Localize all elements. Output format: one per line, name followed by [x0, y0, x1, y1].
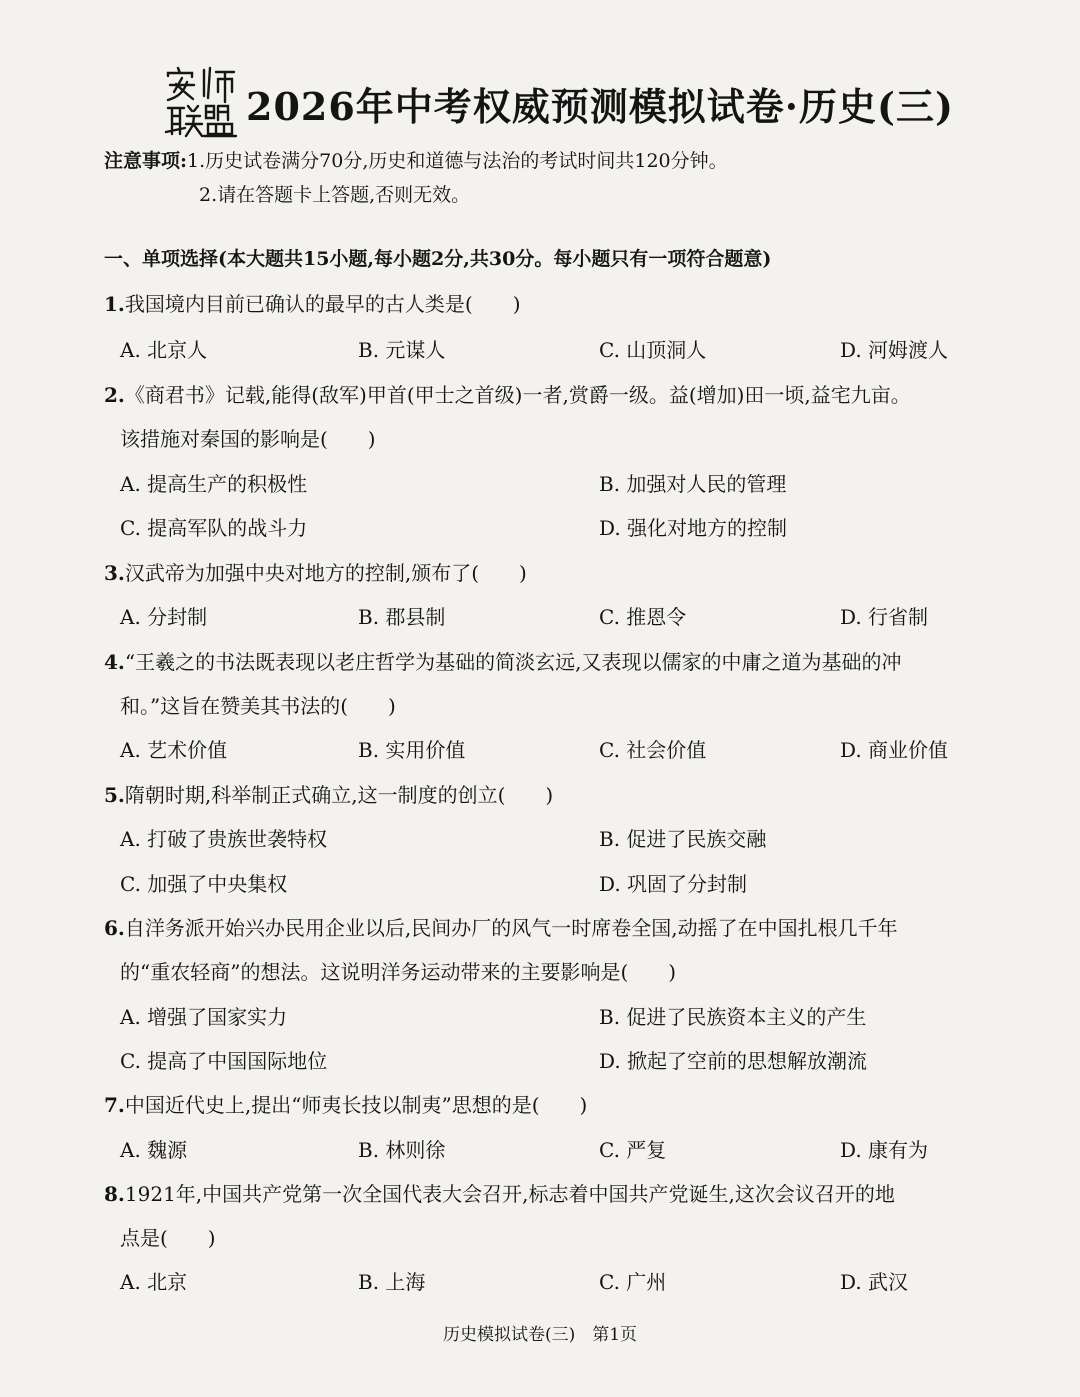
question-number: 1.	[104, 292, 125, 316]
question-7	[104, 1089, 587, 1118]
option-d: D. 康有为	[840, 1138, 929, 1162]
question-number: 7.	[104, 1093, 125, 1117]
question-5	[104, 779, 553, 808]
option-a: A. 提高生产的积极性	[120, 472, 308, 496]
option-c: C. 推恩令	[599, 605, 687, 629]
anshi-lianmeng-logo	[160, 62, 238, 140]
question-3	[104, 557, 527, 586]
logo-handwritten-mark	[160, 62, 238, 140]
question-number: 4.	[104, 650, 125, 674]
question-number: 2.	[104, 383, 125, 407]
option-a: A. 分封制	[120, 605, 208, 629]
option-c: C. 广州	[599, 1270, 667, 1294]
question-6	[104, 912, 898, 941]
question-number: 6.	[104, 916, 125, 940]
option-b: B. 元谋人	[358, 338, 446, 362]
notice-line-1	[104, 146, 728, 173]
option-d: D. 巩固了分封制	[599, 872, 748, 896]
notice-label: 注意事项:	[104, 150, 188, 172]
section-heading: 一、单项选择(本大题共15小题,每小题2分,共30分。每小题只有一项符合题意)	[104, 248, 772, 270]
question-number: 8.	[104, 1182, 125, 1206]
option-b: B. 加强对人民的管理	[599, 472, 787, 496]
question-stem-continued: 的“重农轻商”的想法。这说明洋务运动带来的主要影响是( )	[120, 960, 677, 984]
question-stem: 我国境内目前已确认的最早的古人类是( )	[124, 292, 521, 316]
notice-item-2: 2.请在答题卡上答题,否则无效。	[199, 184, 471, 206]
question-stem: 隋朝时期,科举制正式确立,这一制度的创立( )	[124, 783, 554, 807]
option-d: D. 商业价值	[840, 738, 949, 762]
option-c: C. 社会价值	[599, 738, 707, 762]
question-stem: “王羲之的书法既表现以老庄哲学为基础的简淡玄远,又表现以儒家的中庸之道为基础的冲	[124, 650, 902, 674]
option-c: C. 加强了中央集权	[120, 872, 288, 896]
question-4	[104, 646, 901, 675]
question-stem-continued: 点是( )	[120, 1226, 216, 1250]
option-b: B. 上海	[358, 1270, 426, 1294]
question-1	[104, 288, 521, 317]
option-d: D. 掀起了空前的思想解放潮流	[599, 1049, 868, 1073]
question-stem: 《商君书》记载,能得(敌军)甲首(甲士之首级)一者,赏爵一级。益(增加)田一顷,益宅九亩。	[124, 383, 911, 407]
exam-title: 2026年中考权威预测模拟试卷·历史(三)	[246, 84, 954, 129]
option-d: D. 行省制	[840, 605, 929, 629]
option-b: B. 促进了民族交融	[599, 827, 767, 851]
option-a: A. 魏源	[120, 1138, 188, 1162]
option-d: D. 强化对地方的控制	[599, 516, 788, 540]
option-c: C. 提高军队的战斗力	[120, 516, 308, 540]
page-footer: 历史模拟试卷(三) 第1页	[442, 1325, 638, 1345]
option-d: D. 武汉	[840, 1270, 909, 1294]
option-a: A. 增强了国家实力	[120, 1005, 288, 1029]
question-stem: 汉武帝为加强中央对地方的控制,颁布了( )	[124, 561, 527, 585]
question-8	[104, 1178, 895, 1207]
question-stem: 1921年,中国共产党第一次全国代表大会召开,标志着中国共产党诞生,这次会议召开的地	[124, 1182, 895, 1206]
question-stem-continued: 和。”这旨在赞美其书法的( )	[120, 694, 396, 718]
question-stem: 自洋务派开始兴办民用企业以后,民间办厂的风气一时席卷全国,动摇了在中国扎根几千年	[124, 916, 898, 940]
option-b: B. 郡县制	[358, 605, 446, 629]
question-stem: 中国近代史上,提出“师夷长技以制夷”思想的是( )	[124, 1093, 588, 1117]
question-number: 3.	[104, 561, 125, 585]
question-number: 5.	[104, 783, 125, 807]
option-d: D. 河姆渡人	[840, 338, 949, 362]
question-2	[104, 379, 911, 408]
option-b: B. 实用价值	[358, 738, 466, 762]
option-c: C. 严复	[599, 1138, 667, 1162]
notice-item-1: 1.历史试卷满分70分,历史和道德与法治的考试时间共120分钟。	[187, 150, 728, 172]
option-a: A. 北京	[120, 1270, 188, 1294]
option-b: B. 林则徐	[358, 1138, 446, 1162]
option-c: C. 提高了中国国际地位	[120, 1049, 328, 1073]
option-a: A. 艺术价值	[120, 738, 228, 762]
option-a: A. 打破了贵族世袭特权	[120, 827, 328, 851]
option-c: C. 山顶洞人	[599, 338, 707, 362]
option-a: A. 北京人	[120, 338, 208, 362]
option-b: B. 促进了民族资本主义的产生	[599, 1005, 867, 1029]
question-stem-continued: 该措施对秦国的影响是( )	[120, 427, 376, 451]
